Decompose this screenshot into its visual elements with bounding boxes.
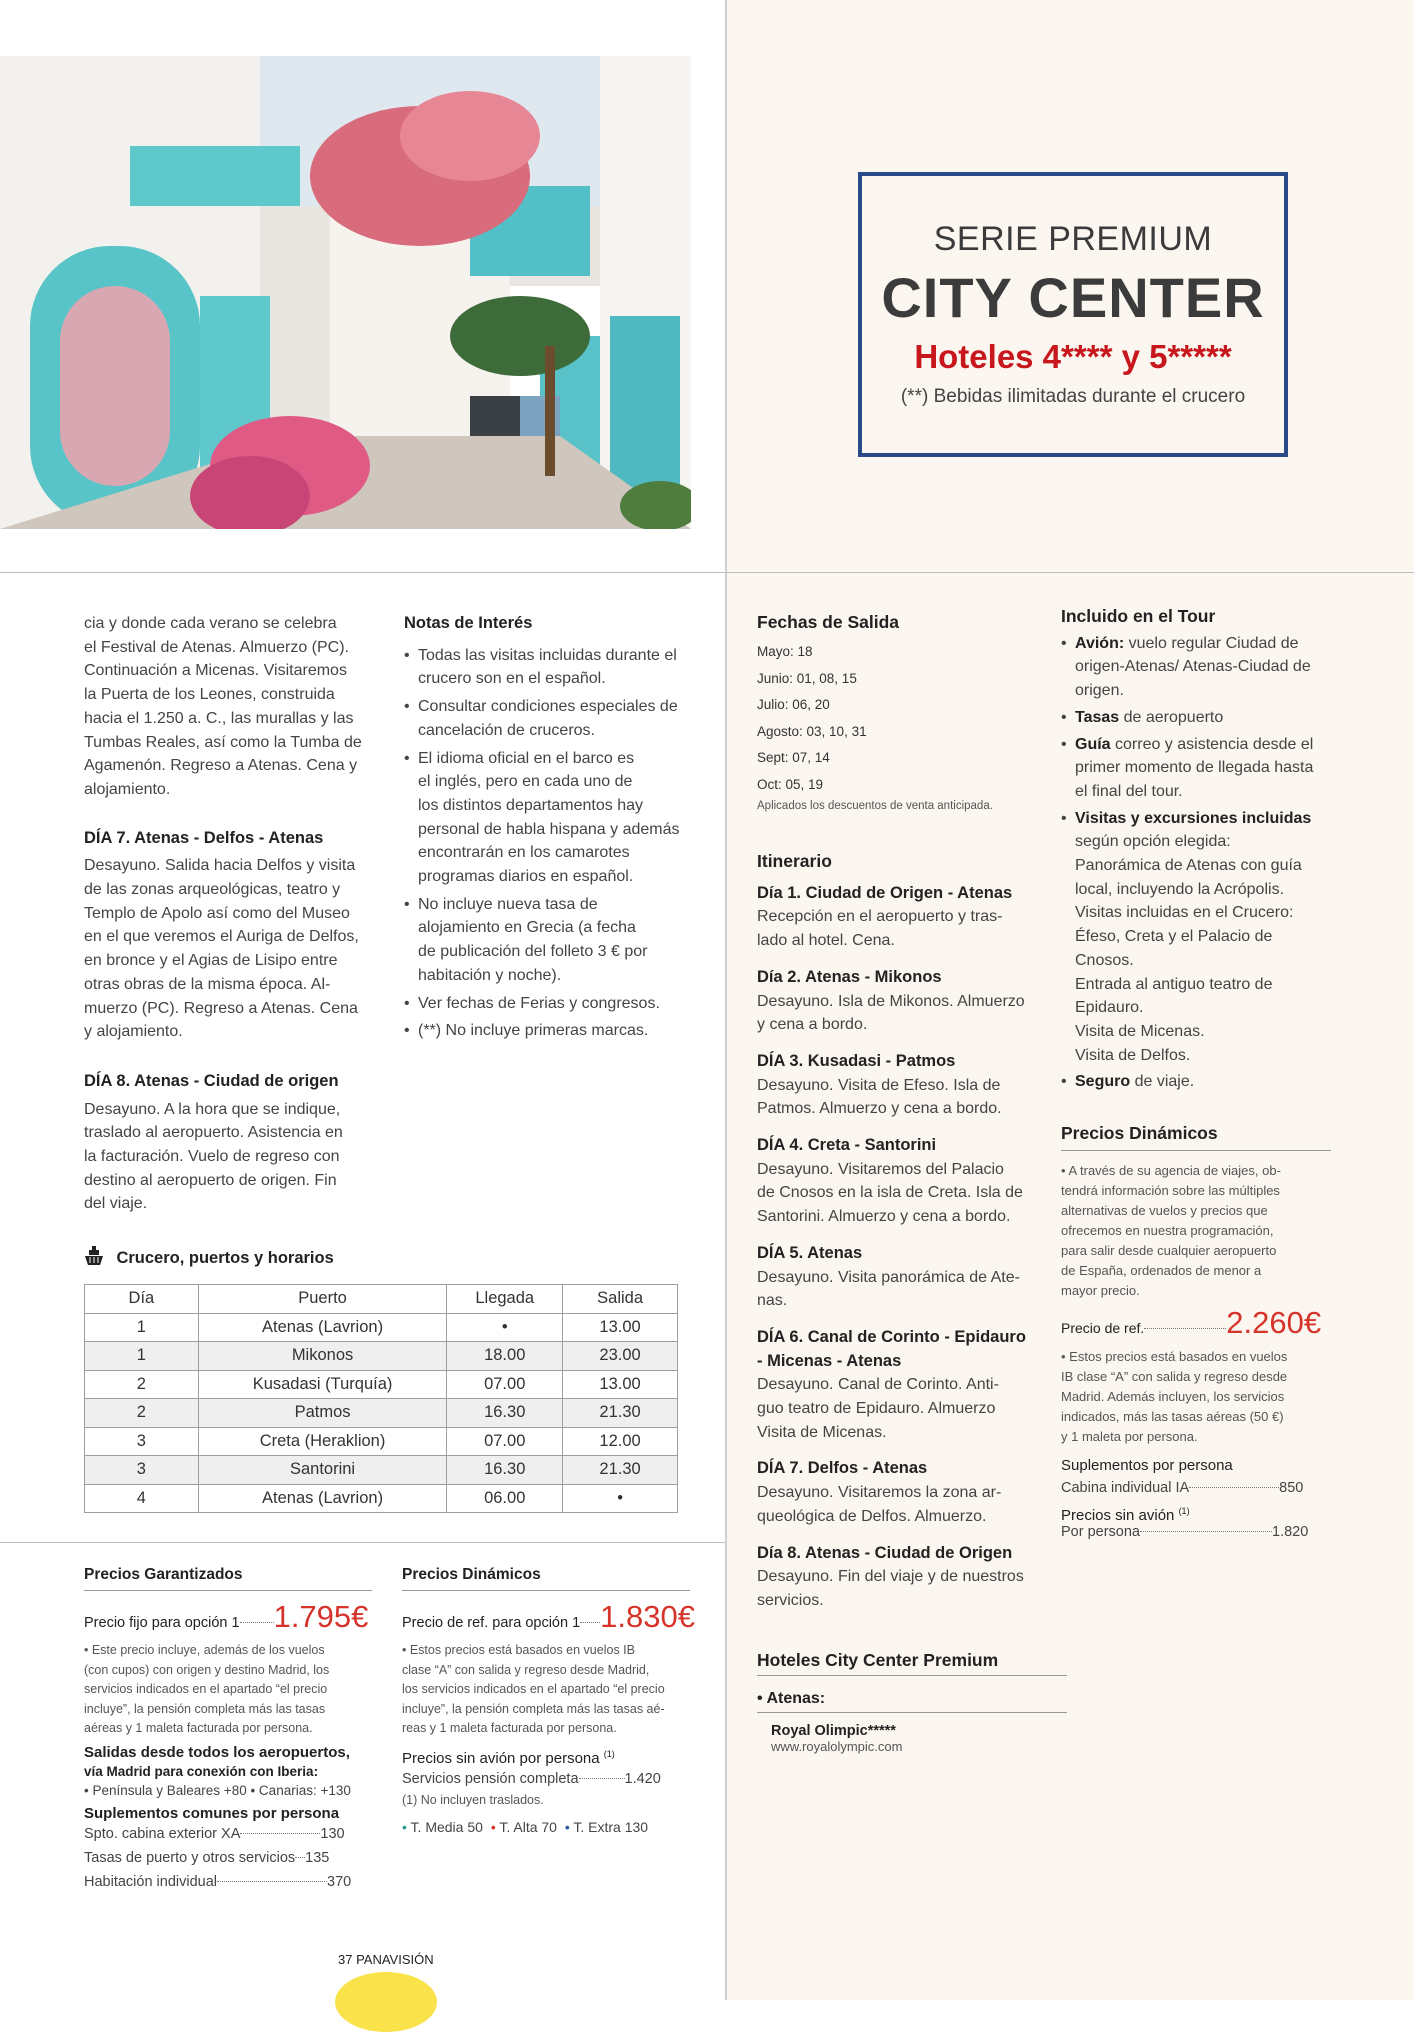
- included-section: [1061, 605, 1336, 1097]
- note-line: • Estos precios está basados en vuelos IB: [402, 1643, 635, 1657]
- included-item-line: Visitas incluidas en el Crucero:: [1075, 904, 1294, 922]
- text-line: queológica de Delfos. Almuerzo.: [757, 1507, 987, 1525]
- itinerary-day: [757, 1242, 1027, 1313]
- date-line: Julio: 06, 20: [757, 697, 830, 712]
- text-line: Desayuno. Isla de Mikonos. Almuerzo: [757, 992, 1025, 1010]
- series-title-box: [858, 172, 1288, 457]
- table-cell: 1: [85, 1342, 199, 1371]
- itinerary-day-title: DÍA 6. Canal de Corinto - Epidauro: [757, 1327, 1026, 1346]
- itinerary-day-title: DÍA 3. Kusadasi - Patmos: [757, 1051, 956, 1070]
- departures-title: Salidas desde todos los aeropuertos,: [84, 1743, 350, 1761]
- itinerary-day: [757, 1134, 1027, 1229]
- hotel-name: Royal Olimpic*****: [771, 1723, 896, 1739]
- date-line: Junio: 01, 08, 15: [757, 670, 857, 686]
- text-line: Recepción en el aeropuerto y tras-: [757, 908, 1003, 926]
- note-line: (con cupos) con origen y destino Madrid, los: [84, 1662, 330, 1677]
- supplement-value: 135: [305, 1849, 330, 1866]
- itinerary-day-title: Día 8. Atenas - Ciudad de Origen: [757, 1543, 1013, 1562]
- day6-continued-text: [84, 612, 370, 802]
- text-line: de Cnosos en la isla de Creta. Isla de: [757, 1184, 1023, 1202]
- common-supplements-title: Suplementos comunes por persona: [84, 1804, 340, 1822]
- note-line: para salir desde cualquier aeropuerto: [1061, 1243, 1277, 1258]
- text-line: Patmos. Almuerzo y cena a bordo.: [757, 1100, 1002, 1118]
- itinerary-day-text: [757, 1158, 1027, 1229]
- text-line: Continuación a Micenas. Visitaremos: [84, 662, 347, 680]
- text-line: Desayuno. Salida hacia Delfos y visita: [84, 857, 356, 875]
- table-row: [85, 1484, 678, 1513]
- note-line: reas y 1 maleta facturada por persona.: [402, 1721, 617, 1735]
- note-line: crucero son en el español.: [418, 670, 606, 688]
- supplement-row: [84, 1846, 372, 1870]
- table-cell: 23.00: [563, 1342, 678, 1371]
- text-line: cia y donde cada verano se celebra: [84, 615, 337, 632]
- guaranteed-price-label: Precio fijo para opción 1: [84, 1615, 240, 1631]
- no-flight-right-sup: (1): [1178, 1506, 1190, 1516]
- text-line: del viaje.: [84, 1195, 148, 1213]
- cruise-title: Crucero, puertos y horarios: [116, 1249, 334, 1267]
- table-row: [85, 1370, 678, 1399]
- dynamic-left-price-label: Precio de ref. para opción 1: [402, 1615, 581, 1631]
- note-line: • El idioma oficial en el barco es: [418, 749, 635, 767]
- table-cell: Santorini: [198, 1456, 447, 1485]
- itinerary-title: Itinerario: [757, 851, 832, 871]
- supplement-label: Spto. cabina exterior XA: [84, 1825, 241, 1842]
- text-line: Desayuno. A la hora que se indique,: [84, 1100, 341, 1118]
- included-item: [1061, 632, 1336, 703]
- included-item-line: primer momento de llegada hasta: [1075, 759, 1314, 777]
- dot-leader: [240, 1833, 320, 1834]
- dynamic-left-price: 1.830€: [600, 1599, 695, 1634]
- table-cell: Atenas (Lavrion): [198, 1313, 447, 1342]
- supplement-row: [1061, 1480, 1331, 1496]
- table-cell: Creta (Heraklion): [198, 1427, 447, 1456]
- text-line: Desayuno. Visita de Efeso. Isla de: [757, 1076, 1001, 1094]
- included-item-rest: vuelo regular Ciudad de: [1124, 634, 1299, 652]
- text-line: nas.: [757, 1292, 788, 1310]
- guaranteed-title: Precios Garantizados: [84, 1566, 372, 1591]
- itinerary-day-text: [757, 990, 1027, 1037]
- page-marker-circle: [335, 1972, 437, 2032]
- note-item: [404, 644, 704, 691]
- note-item: [404, 992, 704, 1016]
- table-cell: 18.00: [447, 1342, 563, 1371]
- no-flight-right-label: Por persona: [1061, 1524, 1140, 1540]
- text-line: la facturación. Vuelo de regreso con: [84, 1148, 340, 1166]
- text-line: alojamiento.: [84, 780, 171, 798]
- itinerary-day: [757, 1326, 1027, 1445]
- included-item-line: [1075, 632, 1336, 656]
- note-item: [404, 893, 704, 988]
- bottom-divider: [0, 1542, 725, 1543]
- text-line: Tumbas Reales, así como la Tumba de: [84, 733, 362, 751]
- included-item: [1061, 733, 1336, 804]
- table-cell: 13.00: [563, 1370, 678, 1399]
- text-line: Agamenón. Regreso a Atenas. Cena y: [84, 757, 358, 775]
- table-cell: 2: [85, 1370, 199, 1399]
- included-item-line: [1075, 733, 1336, 757]
- text-line: hacia el 1.250 a. C., las murallas y las: [84, 709, 354, 727]
- included-item-line: Cnosos.: [1075, 951, 1134, 969]
- text-line: otras obras de la misma época. Al-: [84, 975, 331, 993]
- day8-text: [84, 1098, 370, 1217]
- guaranteed-price-row: [84, 1599, 372, 1635]
- text-line: Visita de Micenas.: [757, 1423, 887, 1441]
- table-row: [85, 1342, 678, 1371]
- text-line: muerzo (PC). Regreso a Atenas. Cena: [84, 999, 358, 1017]
- itinerary-day: [757, 882, 1027, 953]
- itinerary-day: [757, 966, 1027, 1037]
- column-header: Puerto: [198, 1285, 447, 1314]
- day8-title: DÍA 8. Atenas - Ciudad de origen: [84, 1071, 339, 1090]
- itinerary-day: [757, 1050, 1027, 1121]
- dot-leader: [217, 1881, 327, 1882]
- greek-street-photo: [0, 56, 691, 529]
- table-row: [85, 1456, 678, 1485]
- text-line: lado al hotel. Cena.: [757, 932, 895, 950]
- note-line: ofrecemos en nuestra programación,: [1061, 1223, 1274, 1238]
- included-item: [1061, 807, 1336, 1068]
- table-cell: 12.00: [563, 1427, 678, 1456]
- common-supplements-list: [84, 1822, 372, 1894]
- no-flight-label: Servicios pensión completa: [402, 1770, 579, 1787]
- note-line: los distintos departamentos hay: [418, 796, 644, 814]
- hotel-category: Hoteles 4**** y 5*****: [914, 338, 1232, 375]
- season-extra: T. Extra 130: [573, 1818, 649, 1835]
- top-divider: [0, 572, 1414, 573]
- itinerary-day-text: [757, 905, 1027, 952]
- no-flight-sup: (1): [603, 1748, 615, 1759]
- table-cell: 21.30: [563, 1399, 678, 1428]
- departures-subtitle: vía Madrid para conexión con Iberia:: [84, 1763, 319, 1779]
- note-line: • Ver fechas de Ferias y congresos.: [418, 994, 660, 1012]
- itinerary-day-title: Día 2. Atenas - Mikonos: [757, 967, 942, 986]
- note-item: [404, 1019, 704, 1043]
- text-line: guo teatro de Epidauro. Almuerzo: [757, 1400, 996, 1418]
- no-flight-note: (1) No incluyen traslados.: [402, 1792, 544, 1807]
- notes-section: [404, 612, 704, 1047]
- dynamic-right-title: Precios Dinámicos: [1061, 1123, 1331, 1151]
- supplement-label: Cabina individual IA: [1061, 1480, 1190, 1496]
- departures-supplements: • Península y Baleares +80 • Canarias: +130: [84, 1782, 351, 1798]
- note-line: cancelación de cruceros.: [418, 721, 595, 739]
- text-line: Desayuno. Visita panorámica de Ate-: [757, 1268, 1020, 1286]
- note-line: de España, ordenados de menor a: [1061, 1263, 1262, 1278]
- table-cell: 3: [85, 1427, 199, 1456]
- table-cell: 4: [85, 1484, 199, 1513]
- dynamic-right-note1: [1061, 1161, 1331, 1301]
- notes-list: [404, 644, 704, 1043]
- supplement-label: Habitación individual: [84, 1873, 217, 1890]
- table-cell: 13.00: [563, 1313, 678, 1342]
- note-line: los servicios indicados en el apartado “el precio: [402, 1682, 665, 1696]
- no-flight-right-title-text: Precios sin avión: [1061, 1507, 1175, 1524]
- table-cell: 16.30: [447, 1456, 563, 1485]
- hotels-section: [757, 1650, 1067, 1754]
- cruise-table-header: [85, 1285, 678, 1314]
- dynamic-right-price-row: [1061, 1305, 1331, 1341]
- itinerary-day-text: [757, 1565, 1027, 1612]
- text-line: Desayuno. Visitaremos la zona ar-: [757, 1484, 1002, 1502]
- note-line: clase “A” con salida y regreso desde Madrid,: [402, 1662, 650, 1677]
- note-line: personal de habla hispana y además: [418, 820, 680, 838]
- text-line: Santorini. Almuerzo y cena a bordo.: [757, 1208, 1011, 1226]
- itinerary-continued: [84, 612, 370, 1216]
- included-item: [1061, 706, 1336, 730]
- note-line: el inglés, pero en cada uno de: [418, 773, 633, 791]
- note-line: • Consultar condiciones especiales de: [418, 698, 678, 716]
- cruise-section: [84, 1245, 334, 1272]
- note-item: [404, 747, 704, 889]
- note-line: • (**) No incluye primeras marcas.: [418, 1022, 649, 1040]
- table-cell: Patmos: [198, 1399, 447, 1428]
- table-cell: Kusadasi (Turquía): [198, 1370, 447, 1399]
- date-line: Oct: 05, 19: [757, 776, 824, 792]
- note-item: [404, 695, 704, 742]
- no-flight-value: 1.420: [624, 1770, 661, 1787]
- table-row: [85, 1313, 678, 1342]
- day7-text: [84, 854, 370, 1044]
- included-item-bold: Guía: [1075, 735, 1111, 753]
- text-line: la Puerta de los Leones, construida: [84, 686, 335, 704]
- text-line: Templo de Apolo así como del Museo: [84, 904, 350, 922]
- included-item-rest: correo y asistencia desde el: [1110, 735, 1314, 753]
- note-line: IB clase “A” con salida y regreso desde: [1061, 1369, 1288, 1384]
- table-cell: 07.00: [447, 1370, 563, 1399]
- note-line: indicados, más las tasas aéreas (50 €): [1061, 1409, 1284, 1424]
- text-line: Desayuno. Canal de Corinto. Anti-: [757, 1376, 999, 1394]
- series-title: CITY CENTER: [881, 266, 1265, 329]
- itinerary-day-title: DÍA 4. Creta - Santorini: [757, 1136, 937, 1155]
- included-list: [1061, 632, 1336, 1094]
- supplement-value: 130: [320, 1825, 345, 1842]
- note-line: • No incluye nueva tasa de: [418, 895, 598, 913]
- included-item-line: Epidauro.: [1075, 999, 1144, 1017]
- supplement-row: [84, 1870, 372, 1894]
- note-line: habitación y noche).: [418, 966, 562, 984]
- hotel-website: www.royalolympic.com: [771, 1739, 903, 1754]
- itinerary-day-title: DÍA 5. Atenas: [757, 1243, 863, 1262]
- itinerary-day-text: [757, 1074, 1027, 1121]
- series-label: SERIE PREMIUM: [933, 220, 1213, 258]
- itinerary-days: [757, 882, 1027, 1613]
- guaranteed-prices: [84, 1566, 372, 1894]
- dynamic-left-price-row: [402, 1599, 695, 1635]
- day7-title: DÍA 7. Atenas - Delfos - Atenas: [84, 828, 324, 847]
- included-item-line: Visita de Delfos.: [1075, 1046, 1191, 1064]
- ship-icon: [84, 1245, 104, 1272]
- table-cell: 1: [85, 1313, 199, 1342]
- no-flight-right-value: 1.820: [1272, 1524, 1309, 1540]
- drinks-note: (**) Bebidas ilimitadas durante el crucero: [900, 386, 1246, 407]
- text-line: Desayuno. Visitaremos del Palacio: [757, 1160, 1004, 1178]
- season-high: T. Alta 70: [499, 1818, 557, 1835]
- season-medium: T. Media 50: [410, 1818, 483, 1835]
- table-cell: 3: [85, 1456, 199, 1485]
- text-line: traslado al aeropuerto. Asistencia en: [84, 1124, 343, 1142]
- table-cell: 16.30: [447, 1399, 563, 1428]
- included-item-line: origen-Atenas/ Atenas-Ciudad de: [1075, 658, 1311, 676]
- note-line: de publicación del folleto 3 € por: [418, 943, 648, 961]
- date-line: Sept: 07, 14: [757, 750, 830, 765]
- date-line: Mayo: 18: [757, 644, 813, 659]
- dynamic-prices-right: [1061, 1123, 1331, 1540]
- included-item-rest: de viaje.: [1130, 1073, 1195, 1091]
- table-cell: 2: [85, 1399, 199, 1428]
- text-line: de las zonas arqueológicas, teatro y: [84, 881, 341, 899]
- table-cell: 07.00: [447, 1427, 563, 1456]
- included-item-line: según opción elegida:: [1075, 833, 1231, 851]
- text-line: Desayuno. Fin del viaje y de nuestros: [757, 1568, 1024, 1586]
- text-line: y alojamiento.: [84, 1023, 183, 1041]
- supplement-value: 850: [1279, 1480, 1304, 1496]
- included-item-line: el final del tour.: [1075, 782, 1183, 800]
- text-line: destino al aeropuerto de origen. Fin: [84, 1171, 337, 1189]
- note-line: encontrarán en los camarotes: [418, 844, 630, 862]
- note-line: • Todas las visitas incluidas durante el: [418, 646, 677, 664]
- itinerary-day: [757, 1542, 1027, 1613]
- itinerary-day: [757, 1457, 1027, 1528]
- included-item-line: Panorámica de Atenas con guía: [1075, 857, 1302, 875]
- note-line: • A través de su agencia de viajes, ob-: [1061, 1163, 1281, 1178]
- included-item-line: Visita de Micenas.: [1075, 1022, 1205, 1040]
- table-cell: 06.00: [447, 1484, 563, 1513]
- date-line: Agosto: 03, 10, 31: [757, 723, 867, 739]
- table-cell: •: [447, 1313, 563, 1342]
- supplement-row: [84, 1822, 372, 1846]
- no-flight-right-title: [1061, 1506, 1331, 1524]
- note-line: incluye”, la pensión completa más las tasas: [84, 1701, 326, 1716]
- table-cell: 21.30: [563, 1456, 678, 1485]
- included-item-line: origen.: [1075, 682, 1124, 700]
- itinerary-day-text: [757, 1266, 1027, 1313]
- text-line: servicios.: [757, 1591, 824, 1609]
- included-item-bold: Visitas y excursiones incluidas: [1075, 809, 1312, 827]
- table-cell: Mikonos: [198, 1342, 447, 1371]
- note-line: programas diarios en español.: [418, 868, 634, 886]
- dynamic-right-price-label: Precio de ref.: [1061, 1320, 1145, 1336]
- note-line: alternativas de vuelos y precios que: [1061, 1203, 1268, 1218]
- season-supplements: • T. Media 50 • T. Alta 70 • T. Extra 130: [402, 1818, 649, 1835]
- table-cell: Atenas (Lavrion): [198, 1484, 447, 1513]
- departure-dates-note: Aplicados los descuentos de venta anticipada.: [757, 800, 993, 812]
- included-item-line: Éfeso, Creta y el Palacio de: [1075, 928, 1273, 946]
- dynamic-prices-left: [402, 1566, 695, 1835]
- table-cell: •: [563, 1484, 678, 1513]
- notes-title: Notas de Interés: [404, 614, 533, 632]
- column-header: Llegada: [447, 1285, 563, 1314]
- supplements-title: Suplementos por persona: [1061, 1457, 1233, 1474]
- no-flight-title: [402, 1749, 690, 1767]
- included-item-line: [1075, 1070, 1336, 1094]
- departure-dates-title: Fechas de Salida: [757, 612, 900, 632]
- guaranteed-note: [84, 1641, 372, 1739]
- page-number: 37 PANAVISIÓN: [338, 1952, 434, 1967]
- no-flight-right-row: [1061, 1524, 1331, 1540]
- included-item-line: local, incluyendo la Acrópolis.: [1075, 880, 1285, 898]
- text-line: y cena a bordo.: [757, 1016, 868, 1034]
- cruise-table: [84, 1284, 678, 1513]
- note-line: Madrid. Además incluyen, los servicios: [1061, 1389, 1285, 1404]
- itinerary-day-title: DÍA 7. Delfos - Atenas: [757, 1459, 928, 1478]
- note-line: y 1 maleta por persona.: [1061, 1429, 1198, 1444]
- no-flight-title-text: Precios sin avión por persona: [402, 1749, 600, 1767]
- included-item-line: [1075, 706, 1336, 730]
- itinerary-day-text: [757, 1373, 1027, 1444]
- note-line: incluye”, la pensión completa más las tasas aé-: [402, 1701, 665, 1716]
- dynamic-right-note2: [1061, 1347, 1331, 1447]
- included-item-bold: Tasas: [1075, 708, 1120, 726]
- itinerary-day-title: Día 1. Ciudad de Origen - Atenas: [757, 883, 1013, 902]
- hotels-title: Hoteles City Center Premium: [757, 1650, 1067, 1676]
- page-divider: [725, 0, 727, 2000]
- guaranteed-price: 1.795€: [273, 1599, 369, 1634]
- itinerary: [757, 850, 1027, 1626]
- supplement-value: 370: [327, 1873, 352, 1890]
- itinerary-day-text: [757, 1481, 1027, 1528]
- note-line: mayor precio.: [1061, 1283, 1140, 1298]
- text-line: el Festival de Atenas. Almuerzo (PC).: [84, 638, 349, 656]
- note-line: tendrá información sobre las múltiples: [1061, 1183, 1280, 1198]
- supplement-label: Tasas de puerto y otros servicios: [84, 1849, 296, 1866]
- no-flight-row: [402, 1771, 690, 1787]
- note-line: servicios indicados en el apartado “el precio: [84, 1682, 328, 1696]
- itinerary-day-title-cont: - Micenas - Atenas: [757, 1351, 902, 1370]
- text-line: en el que veremos el Auriga de Delfos,: [84, 928, 359, 946]
- dynamic-left-title: Precios Dinámicos: [402, 1566, 690, 1591]
- dot-leader: [295, 1857, 305, 1858]
- hotel-city: • Atenas:: [757, 1690, 1067, 1713]
- included-item-bold: Seguro: [1075, 1073, 1131, 1091]
- text-line: en bronce y el Agias de Lisipo entre: [84, 952, 338, 970]
- note-line: • Este precio incluye, además de los vuelos: [84, 1643, 325, 1657]
- column-header: Salida: [563, 1285, 678, 1314]
- included-item: [1061, 1070, 1336, 1094]
- column-header: Día: [85, 1285, 199, 1314]
- note-line: • Estos precios está basados en vuelos: [1061, 1349, 1288, 1364]
- included-item-line: [1075, 807, 1336, 831]
- dynamic-left-note: [402, 1641, 690, 1739]
- dynamic-right-price: 2.260€: [1226, 1305, 1322, 1340]
- note-line: alojamiento en Grecia (a fecha: [418, 919, 636, 937]
- note-line: aéreas y 1 maleta facturada por persona.: [84, 1721, 313, 1735]
- table-row: [85, 1427, 678, 1456]
- included-title: Incluido en el Tour: [1061, 606, 1216, 626]
- table-row: [85, 1399, 678, 1428]
- departure-dates-list: [757, 639, 1057, 798]
- included-item-rest: de aeropuerto: [1119, 708, 1224, 726]
- included-item-bold: Avión:: [1075, 634, 1125, 652]
- departure-dates: [757, 612, 1057, 812]
- included-item-line: Entrada al antiguo teatro de: [1075, 975, 1273, 993]
